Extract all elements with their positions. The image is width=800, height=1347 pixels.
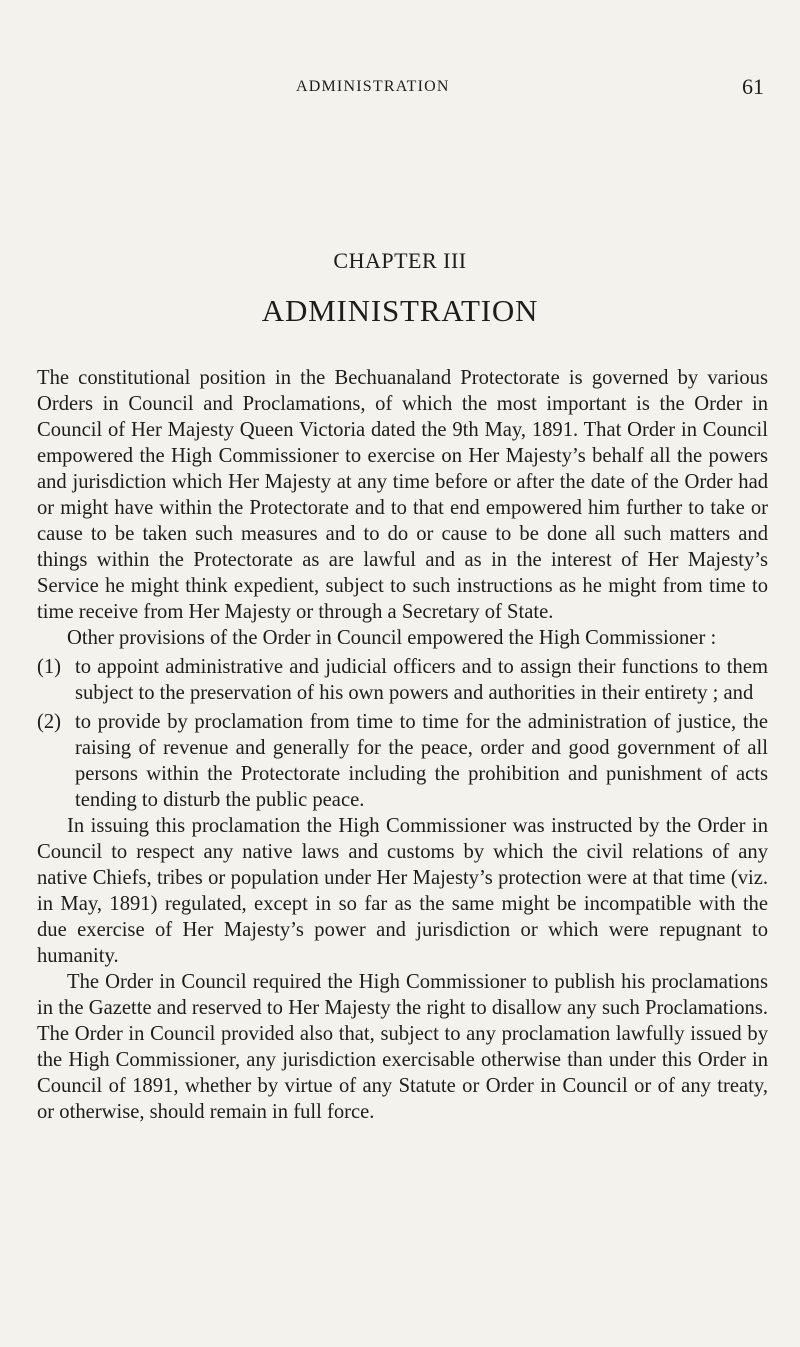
list-item-text: to provide by proclamation from time to time for the administration of justice, the raising of revenue and generally for the peace, order and good government of all persons within the Protectorate including the prohibition and punishment of acts tending to disturb the public peace. <box>75 711 768 811</box>
paragraph-native-laws: In issuing this proclamation the High Commissioner was instructed by the Order in Council to respect any native laws and customs by which the civil relations of any native Chiefs, tribes or population under Her Majesty’s protection were at that time (viz. in May, 1891) regulated, except in so far as the same might be incompatible with the due exercise of Her Majesty’s power and jurisdiction or which were repugnant to humanity. <box>37 815 768 967</box>
list-item <box>37 654 768 706</box>
running-title: ADMINISTRATION <box>296 78 450 95</box>
list-item <box>37 709 768 813</box>
list-item-number: (2) <box>37 711 62 733</box>
list-item-number: (1) <box>37 656 62 678</box>
paragraph-constitutional-position: The constitutional position in the Bechuanaland Protectorate is governed by various Orders in Council and Proclamations, of which the most important is the Order in Council of Her Majesty Queen Victoria dated the 9th May, 1891. That Order in Council empowered the High Commissioner to exercise on Her Majesty’s behalf all the powers and jurisdiction which Her Majesty at any time before or after the date of the Order had or might have within the Protectorate and to that end empowered him further to take or cause to be taken such measures and to do or cause to be done all such matters and things within the Protectorate as are lawful and as in the interest of Her Majesty’s Service he might think expedient, subject to such instructions as he might from time to time receive from Her Majesty or through a Secretary of State. <box>37 367 768 623</box>
chapter-number: CHAPTER III <box>333 248 467 273</box>
paragraph-gazette-publication: The Order in Council required the High Commissioner to publish his proclamations in the Gazette and reserved to Her Majesty the right to disallow any such Proclamations. The Order in Council provided also that, subject to any proclamation lawfully issued by the High Commissioner, any jurisdiction exercisable otherwise than under this Order in Council of 1891, whether by virtue of any Statute or Order in Council or of any treaty, or otherwise, should remain in full force. <box>37 971 768 1123</box>
chapter-title: ADMINISTRATION <box>261 293 539 328</box>
body-text <box>37 365 768 1125</box>
running-header <box>0 74 800 102</box>
list-item-text: to appoint administrative and judicial officers and to assign their functions to them subject to the preservation of his own powers and authorities in their entirety ; and <box>75 656 768 704</box>
paragraph-other-provisions: Other provisions of the Order in Council empowered the High Commissioner : <box>67 627 717 649</box>
page-number: 61 <box>742 74 764 99</box>
